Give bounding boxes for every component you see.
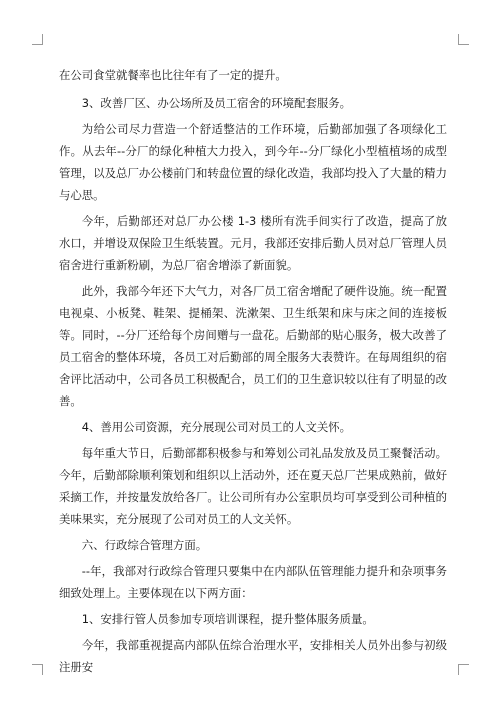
section-heading: 3、改善厂区、办公场所及员工宿舍的环境配套服务。 — [81, 96, 352, 110]
paragraph: 每年重大节日，后勤部都积极参与和筹划公司礼品发放及员工聚餐活动。今年，后勤部除顺利策划和组织以上活动外，还在夏天总厂芒果成熟前，做好采摘工作，并按量发放给各厂。让公司所有办公室职员均可享受到公司种植的美味果实，充分展现了公司对员工的人文关怀。 — [59, 446, 447, 526]
crop-mark-bottom-right — [458, 664, 469, 675]
document-body — [59, 64, 447, 682]
paragraph: --年，我部对行政综合管理只要集中在内部队伍管理能力提升和杂项事务细致处理上。主要体现在以下两方面： — [59, 564, 447, 600]
paragraph: 为给公司尽力营造一个舒适整洁的工作环境，后勤部加强了各项绿化工作。从去年--分厂的绿化种植大力投入，到今年--分厂绿化小型植植场的成型管理，以及总厂办公楼前门和转盘位置的绿化改造，我部均投入了大量的精力与心思。 — [59, 122, 447, 202]
section-heading: 1、安排行管人员参加专项培训课程，提升整体服务质量。 — [81, 612, 374, 626]
paragraph: 今年，我部重视提高内部队伍综合治理水平，安排相关人员外出参与初级注册安 — [59, 638, 447, 674]
crop-mark-top-left — [32, 34, 43, 45]
paragraph: 在公司食堂就餐率也比往年有了一定的提升。 — [59, 68, 287, 82]
crop-mark-top-right — [458, 34, 469, 45]
paragraph: 今年，后勤部还对总厂办公楼 1-3 楼所有洗手间实行了改造，提高了放水口，并增设双保险卫生纸装置。元月，我部还安排后勤人员对总厂管理人员宿舍进行重新粉刷，为总厂宿舍增添了新面貌。 — [59, 214, 447, 272]
section-heading: 六、行政综合管理方面。 — [81, 538, 208, 552]
paragraph: 此外，我部今年还下大气力，对各厂员工宿舍增配了硬件设施。统一配置电视桌、小板凳、鞋架、提桶架、洗漱架、卫生纸架和床与床之间的连接板等。同时，--分厂还给每个房间赠与一盘花。后勤部的贴心服务，极大改善了员工宿舍的整体环境，各员工对后勤部的周全服务大表赞许。在每周组织的宿舍评比活动中，公司各员工积极配合，员工们的卫生意识较以往有了明显的改善。 — [59, 284, 447, 408]
section-heading: 4、善用公司资源，充分展现公司对员工的人文关怀。 — [81, 420, 352, 434]
crop-mark-bottom-left — [32, 664, 43, 675]
